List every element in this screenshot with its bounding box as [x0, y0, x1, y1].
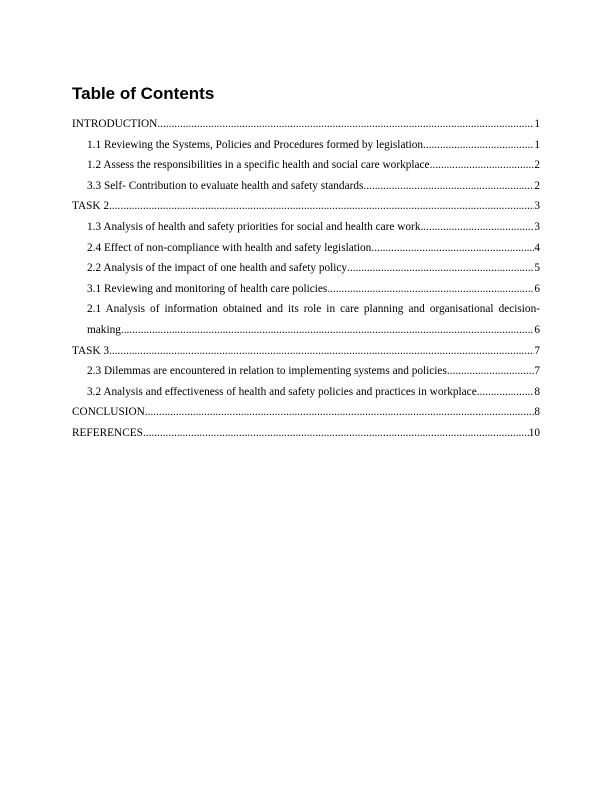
toc-entry-text: 3.2 Analysis and effectiveness of health and safety policies and practices in workplace [87, 385, 477, 398]
dot-leader [157, 114, 534, 135]
toc-page-number: 6 [534, 323, 540, 336]
dot-leader [420, 217, 534, 238]
toc-page-number: 4 [534, 241, 540, 254]
toc-entry-text: 2.4 Effect of non-compliance with health and safety legislation [87, 241, 372, 254]
dot-leader [363, 176, 534, 197]
toc-title: Table of Contents [72, 84, 215, 103]
toc-page-number: 1 [534, 138, 540, 151]
toc-page-number: 2 [534, 159, 540, 172]
toc-entry-text: 1.2 Assess the responsibilities in a specific health and social care workplace [87, 159, 430, 172]
toc-entry-text: 3.3 Self- Contribution to evaluate health and safety standards [87, 179, 364, 192]
toc-entry-text: 1.3 Analysis of health and safety priorities for social and health care work [87, 220, 421, 233]
toc-page-number: 3 [534, 200, 540, 213]
dot-leader [145, 402, 535, 423]
table-of-contents [72, 114, 540, 444]
toc-entry-1-1[interactable] [72, 135, 540, 156]
dot-leader [423, 135, 534, 156]
toc-entry-text-continued: making [87, 323, 121, 336]
toc-entry-1-2[interactable] [72, 155, 540, 176]
dot-leader [477, 382, 535, 403]
toc-entry-references[interactable] [72, 423, 540, 444]
toc-page-number: 6 [534, 282, 540, 295]
toc-entry-text: 2.1 Analysis of information obtained and its role in care planning and organisational decision- [87, 303, 540, 316]
toc-page-number: 7 [534, 344, 540, 357]
toc-entry-introduction[interactable] [72, 114, 540, 135]
toc-entry-text: TASK 2 [72, 200, 110, 213]
toc-page-number: 10 [528, 426, 540, 439]
dot-leader [327, 279, 534, 300]
toc-page-number: 3 [534, 220, 540, 233]
toc-entry-task-3[interactable] [72, 341, 540, 362]
toc-entry-task-2[interactable] [72, 196, 540, 217]
dot-leader [109, 341, 534, 362]
toc-entry-1-3[interactable] [72, 217, 540, 238]
toc-entry-text: TASK 3 [72, 344, 110, 357]
toc-page-number: 2 [534, 179, 540, 192]
toc-entry-2-3[interactable] [72, 361, 540, 382]
toc-entry-2-2[interactable] [72, 258, 540, 279]
dot-leader [109, 196, 534, 217]
toc-page-number: 8 [534, 406, 540, 419]
toc-entry-text: REFERENCES [72, 426, 143, 439]
toc-page-number: 8 [534, 385, 540, 398]
dot-leader [143, 423, 529, 444]
toc-entry-text: INTRODUCTION [72, 118, 158, 130]
toc-entry-text: 1.1 Reviewing the Systems, Policies and Procedures formed by legislation [87, 138, 424, 151]
toc-entry-3-2[interactable] [72, 382, 540, 403]
dot-leader [430, 155, 535, 176]
toc-entry-3-1[interactable] [72, 279, 540, 300]
toc-entry-text: 2.3 Dilemmas are encountered in relation to implementing systems and policies [87, 365, 447, 378]
toc-entry-2-1-continued[interactable] [72, 320, 540, 341]
toc-page-number: 7 [534, 365, 540, 378]
dot-leader [347, 258, 534, 279]
toc-entry-3-3[interactable] [72, 176, 540, 197]
dot-leader [371, 238, 534, 259]
toc-entry-text: 3.1 Reviewing and monitoring of health care policies [87, 282, 328, 295]
dot-leader [447, 361, 535, 382]
toc-entry-text: 2.2 Analysis of the impact of one health and safety policy [87, 262, 348, 275]
toc-entry-conclusion[interactable] [72, 402, 540, 423]
toc-entry-2-4[interactable] [72, 238, 540, 259]
toc-entry-text: CONCLUSION [72, 406, 145, 419]
dot-leader [121, 320, 534, 341]
toc-entry-2-1[interactable] [72, 299, 540, 320]
toc-page-number: 1 [534, 118, 540, 130]
toc-page-number: 5 [534, 262, 540, 275]
